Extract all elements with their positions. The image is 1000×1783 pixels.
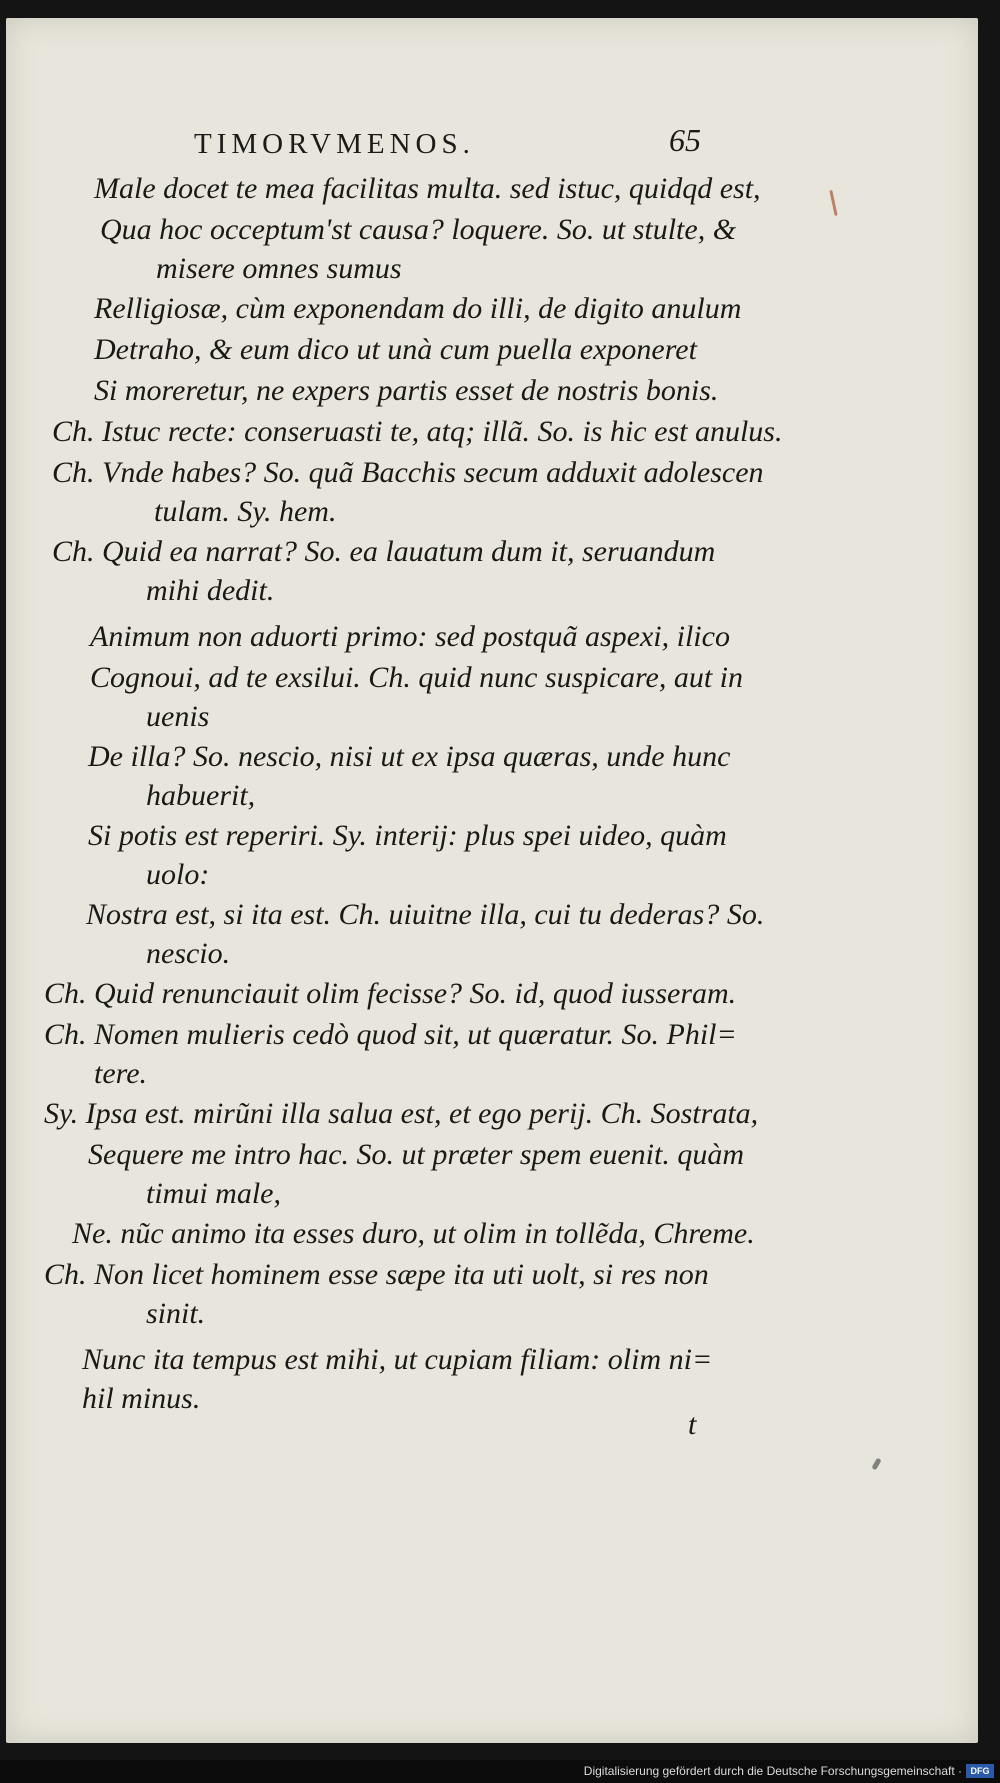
text-line-content: Ch. Istuc recte: conseruasti te, atq; illã. So. is hic est anulus. — [52, 415, 783, 448]
text-line — [6, 493, 978, 531]
text-line — [6, 894, 978, 935]
text-line — [6, 288, 978, 329]
text-line — [6, 698, 978, 736]
text-line-content: Male docet te mea facilitas multa. sed istuc, quidqd est, — [94, 172, 761, 205]
digitization-credit: Digitalisierung gefördert durch die Deutsche Forschungsgemeinschaft · — [583, 1764, 962, 1778]
text-line — [6, 1254, 978, 1295]
text-line — [6, 935, 978, 973]
text-line — [6, 250, 978, 288]
text-line — [6, 168, 978, 209]
catchword: t — [688, 1408, 697, 1441]
text-line — [6, 452, 978, 493]
text-line-content: Ch. Non licet hominem esse sæpe ita uti uolt, si res non — [44, 1258, 709, 1291]
text-line-content: uenis — [146, 700, 210, 733]
text-line-content: nescio. — [146, 937, 231, 970]
text-line-content: Nunc ita tempus est mihi, ut cupiam filiam: olim ni= — [82, 1343, 713, 1376]
text-line-content: Detraho, & eum dico ut unà cum puella exponeret — [94, 333, 697, 366]
text-line — [6, 1134, 978, 1175]
verse-text-block — [6, 168, 978, 1418]
text-line — [6, 1213, 978, 1254]
text-line-content: De illa? So. nescio, nisi ut ex ipsa quæras, unde hunc — [88, 740, 731, 773]
text-line-content: timui male, — [146, 1177, 281, 1210]
text-line — [6, 777, 978, 815]
text-line — [6, 531, 978, 572]
text-line — [6, 736, 978, 777]
text-line-content: Qua hoc occeptum'st causa? loquere. So. ut stulte, & — [100, 213, 737, 246]
page-header — [6, 114, 978, 174]
text-line-content: Relligiosæ, cùm exponendam do illi, de digito anulum — [94, 292, 742, 325]
text-line — [6, 1339, 978, 1380]
text-line-content: Ch. Quid ea narrat? So. ea lauatum dum it, seruandum — [52, 535, 716, 568]
book-page — [6, 18, 978, 1743]
text-line-content: Ne. nũc animo ita esses duro, ut olim in tollẽda, Chreme. — [72, 1217, 755, 1250]
text-line-content: Si potis est reperiri. Sy. interij: plus spei uideo, quàm — [88, 819, 727, 852]
text-line — [6, 815, 978, 856]
text-line-content: Ch. Nomen mulieris cedò quod sit, ut quæratur. So. Phil= — [44, 1018, 737, 1051]
running-head: TIMORVMENOS. — [194, 128, 475, 160]
text-line-content: habuerit, — [146, 779, 256, 812]
text-line — [6, 1014, 978, 1055]
text-line-content: tulam. Sy. hem. — [154, 495, 337, 528]
text-line — [6, 616, 978, 657]
text-line-content: Cognoui, ad te exsilui. Ch. quid nunc suspicare, aut in — [90, 661, 744, 694]
page-number: 65 — [669, 122, 701, 158]
text-line-content: Sequere me intro hac. So. ut præter spem euenit. quàm — [88, 1138, 745, 1171]
text-line — [6, 1295, 978, 1333]
text-line — [6, 411, 978, 452]
text-line — [6, 973, 978, 1014]
text-line — [6, 572, 978, 610]
text-line-content: Ch. Vnde habes? So. quã Bacchis secum adduxit adolescen — [52, 456, 764, 489]
text-line-content: Nostra est, si ita est. Ch. uiuitne illa, cui tu dederas? So. — [86, 898, 765, 931]
text-line-content: Sy. Ipsa est. mirũni illa salua est, et ego perij. Ch. Sostrata, — [44, 1097, 759, 1130]
text-line — [6, 1380, 978, 1418]
digitization-footer — [0, 1760, 1000, 1783]
text-line-content: mihi dedit. — [146, 574, 275, 607]
text-line-content: tere. — [94, 1057, 148, 1090]
text-line-content: hil minus. — [82, 1382, 201, 1415]
text-line — [6, 1055, 978, 1093]
text-line-content: Animum non aduorti primo: sed postquã aspexi, ilico — [90, 620, 730, 653]
ink-blot — [871, 1458, 881, 1471]
text-line — [6, 1093, 978, 1134]
text-line-content: Ch. Quid renunciauit olim fecisse? So. id, quod iusseram. — [44, 977, 737, 1010]
text-line-content: uolo: — [146, 858, 210, 891]
text-line — [6, 657, 978, 698]
dfg-logo: DFG — [966, 1764, 994, 1778]
text-line — [6, 209, 978, 250]
text-line-content: misere omnes sumus — [156, 252, 402, 285]
text-line-content: sinit. — [146, 1297, 206, 1330]
text-line — [6, 1175, 978, 1213]
text-line — [6, 329, 978, 370]
text-line-content: Si moreretur, ne expers partis esset de nostris bonis. — [94, 374, 719, 407]
text-line — [6, 856, 978, 894]
text-line — [6, 370, 978, 411]
